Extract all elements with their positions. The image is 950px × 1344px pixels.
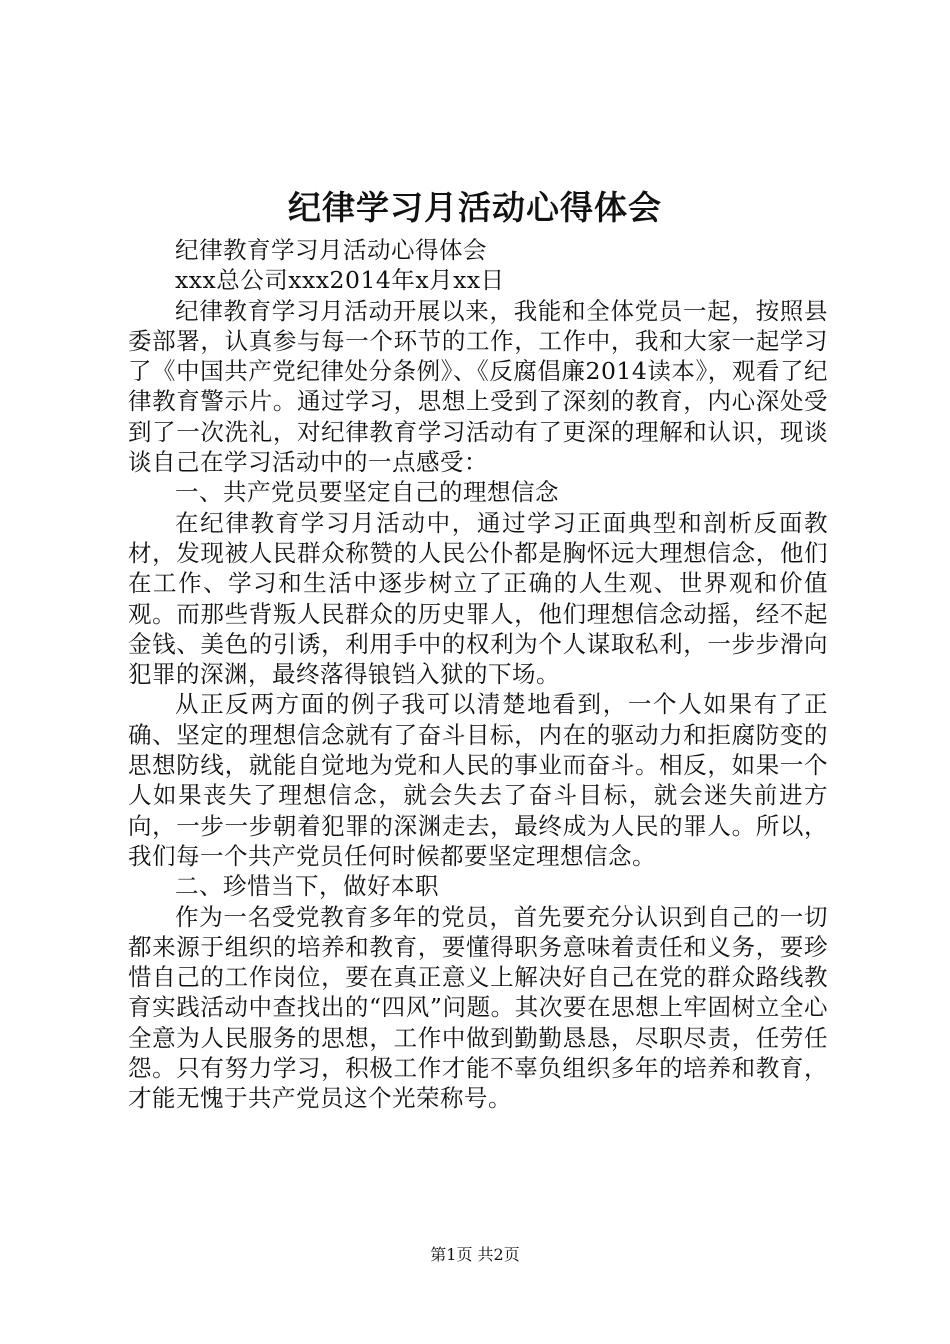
author-date-line: xxx总公司xxx2014年x月xx日 [175, 266, 505, 295]
subtitle: 纪律教育学习月活动心得体会 [175, 236, 487, 264]
document-title: 纪律学习月活动心得体会 [288, 188, 662, 227]
section-heading: 一、共产党员要坚定自己的理想信念 [175, 478, 559, 507]
body-paragraph: 作为一名受党教育多年的党员，首先要充分认识到自己的一切都来源于组织的培养和教育，要懂得职务意味着责任和义务，要珍惜自己的工作岗位，要在真正意义上解决好自己在党的群众路线教育实践活动中查找出的“四风”问题。其次要在思想上牢固树立全心全意为人民服务的思想，工作中做到勤勤恳恳，尽职尽责，任劳任怨。只有努力学习，积极工作才能不辜负组织多年的培养和教育，才能无愧于共产党员这个光荣称号。 [128, 902, 828, 1113]
body-paragraph: 纪律教育学习月活动开展以来，我能和全体党员一起，按照县委部署，认真参与每一个环节的工作，工作中，我和大家一起学习了《中国共产党纪律处分条例》、《反腐倡廉2014读本》，观看了纪律教育警示片。通过学习，思想上受到了深刻的教育，内心深处受到了一次洗礼，对纪律教育学习活动有了更深的理解和认识，现谈谈自己在学习活动中的一点感受： [128, 296, 828, 477]
body-paragraph: 在纪律教育学习月活动中，通过学习正面典型和剖析反面教材，发现被人民群众称赞的人民公仆都是胸怀远大理想信念，他们在工作、学习和生活中逐步树立了正确的人生观、世界观和价值观。而那些背叛人民群众的历史罪人，他们理想信念动摇，经不起金钱、美色的引诱，利用手中的权利为个人谋取私利，一步步滑向犯罪的深渊，最终落得锒铛入狱的下场。 [128, 508, 828, 689]
section-heading: 二、珍惜当下，做好本职 [175, 872, 439, 901]
document-body [128, 235, 828, 1114]
body-paragraph: 从正反两方面的例子我可以清楚地看到，一个人如果有了正确、坚定的理想信念就有了奋斗目标，内在的驱动力和拒腐防变的思想防线，就能自觉地为党和人民的事业而奋斗。相反，如果一个人如果丧失了理想信念，就会失去了奋斗目标，就会迷失前进方向，一步一步朝着犯罪的深渊走去，最终成为人民的罪人。所以，我们每一个共产党员任何时候都要坚定理想信念。 [128, 690, 828, 870]
page-number-footer: 第1页 共2页 [430, 1245, 520, 1264]
